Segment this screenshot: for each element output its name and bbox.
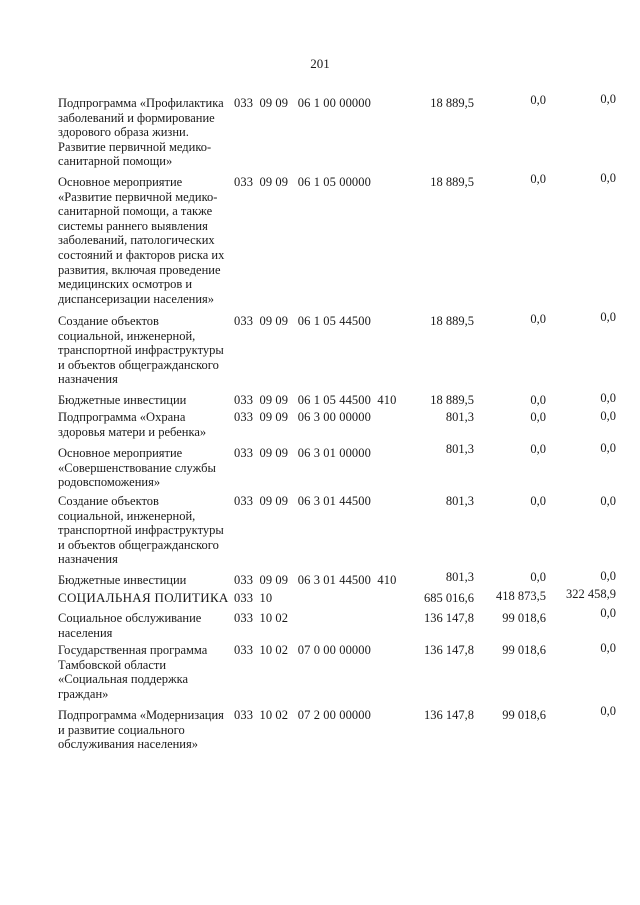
row-name: Социальное обслуживание населения (58, 611, 202, 640)
row-value-1: 801,3 (445, 410, 474, 424)
row-name: Бюджетные инвестиции (58, 573, 187, 587)
row-code: 033 09 09 06 3 01 44500 (234, 494, 371, 508)
row-value-3: 0,0 (600, 704, 616, 718)
row-name: Основное мероприятие «Развитие первичной медико- санитарной помощи, а также системы раннего выявления заболеваний, патологических состояний и факторов риска их развития, включая проведение медицинских осмотров и диспансеризации населения» (58, 175, 225, 306)
row-value-2: 0,0 (530, 393, 546, 407)
row-name: Создание объектов социальной, инженерной, транспортной инфраструктуры и объектов общегражданского назначения (58, 494, 224, 567)
row-value-1: 18 889,5 (430, 175, 474, 189)
row-code: 033 10 02 07 0 00 00000 (234, 643, 371, 657)
row-value-2: 0,0 (530, 172, 546, 186)
row-code: 033 09 09 06 3 01 44500 410 (234, 573, 397, 587)
row-name: Подпрограмма «Модернизация и развитие социального обслуживания населения» (58, 708, 224, 752)
row-code: 033 10 (234, 591, 273, 605)
row-value-2: 0,0 (530, 312, 546, 326)
row-value-2: 99 018,6 (502, 643, 546, 657)
row-value-3: 0,0 (600, 171, 616, 185)
row-name: Подпрограмма «Охрана здоровья матери и ребенка» (58, 410, 207, 439)
row-value-2: 0,0 (530, 570, 546, 584)
row-code: 033 09 09 06 3 00 00000 (234, 410, 371, 424)
row-value-1: 18 889,5 (430, 96, 474, 110)
row-name: Создание объектов социальной, инженерной, транспортной инфраструктуры и объектов общегражданского назначения (58, 314, 224, 387)
row-value-2: 0,0 (530, 442, 546, 456)
row-value-1: 801,3 (445, 494, 474, 508)
row-value-3: 0,0 (600, 310, 616, 324)
row-value-2: 418 873,5 (496, 589, 546, 603)
row-name: Бюджетные инвестиции (58, 393, 187, 407)
row-value-2: 99 018,6 (502, 708, 546, 722)
row-value-1: 801,3 (445, 570, 474, 584)
row-code: 033 09 09 06 3 01 00000 (234, 446, 371, 460)
row-value-1: 136 147,8 (424, 643, 474, 657)
row-value-1: 136 147,8 (424, 708, 474, 722)
row-value-3: 0,0 (600, 92, 616, 106)
row-value-3: 0,0 (600, 391, 616, 405)
row-code: 033 09 09 06 1 05 44500 (234, 314, 371, 328)
row-value-3: 0,0 (600, 606, 616, 620)
row-value-2: 99 018,6 (502, 611, 546, 625)
row-code: 033 09 09 06 1 00 00000 (234, 96, 371, 110)
row-value-1: 685 016,6 (424, 591, 474, 605)
section-heading: СОЦИАЛЬНАЯ ПОЛИТИКА (58, 590, 229, 605)
row-value-3: 0,0 (600, 441, 616, 455)
row-value-3: 0,0 (600, 409, 616, 423)
row-code: 033 10 02 (234, 611, 289, 625)
row-value-2: 0,0 (530, 93, 546, 107)
row-name: Государственная программа Тамбовской области «Социальная поддержка граждан» (58, 643, 208, 701)
row-code: 033 09 09 06 1 05 00000 (234, 175, 371, 189)
row-code: 033 10 02 07 2 00 00000 (234, 708, 371, 722)
row-value-3: 0,0 (600, 494, 616, 508)
row-value-2: 0,0 (530, 410, 546, 424)
row-value-1: 18 889,5 (430, 314, 474, 328)
page-number: 201 (310, 56, 330, 71)
row-value-3: 322 458,9 (566, 587, 616, 601)
row-value-1: 136 147,8 (424, 611, 474, 625)
row-code: 033 09 09 06 1 05 44500 410 (234, 393, 397, 407)
row-name: Основное мероприятие «Совершенствование службы родовспоможения» (58, 446, 216, 490)
row-value-1: 18 889,5 (430, 393, 474, 407)
row-value-2: 0,0 (530, 494, 546, 508)
row-name: Подпрограмма «Профилактика заболеваний и формирование здорового образа жизни. Развитие первичной медико- санитарной помощи» (58, 96, 224, 169)
row-value-3: 0,0 (600, 569, 616, 583)
row-value-3: 0,0 (600, 641, 616, 655)
row-value-1: 801,3 (445, 442, 474, 456)
